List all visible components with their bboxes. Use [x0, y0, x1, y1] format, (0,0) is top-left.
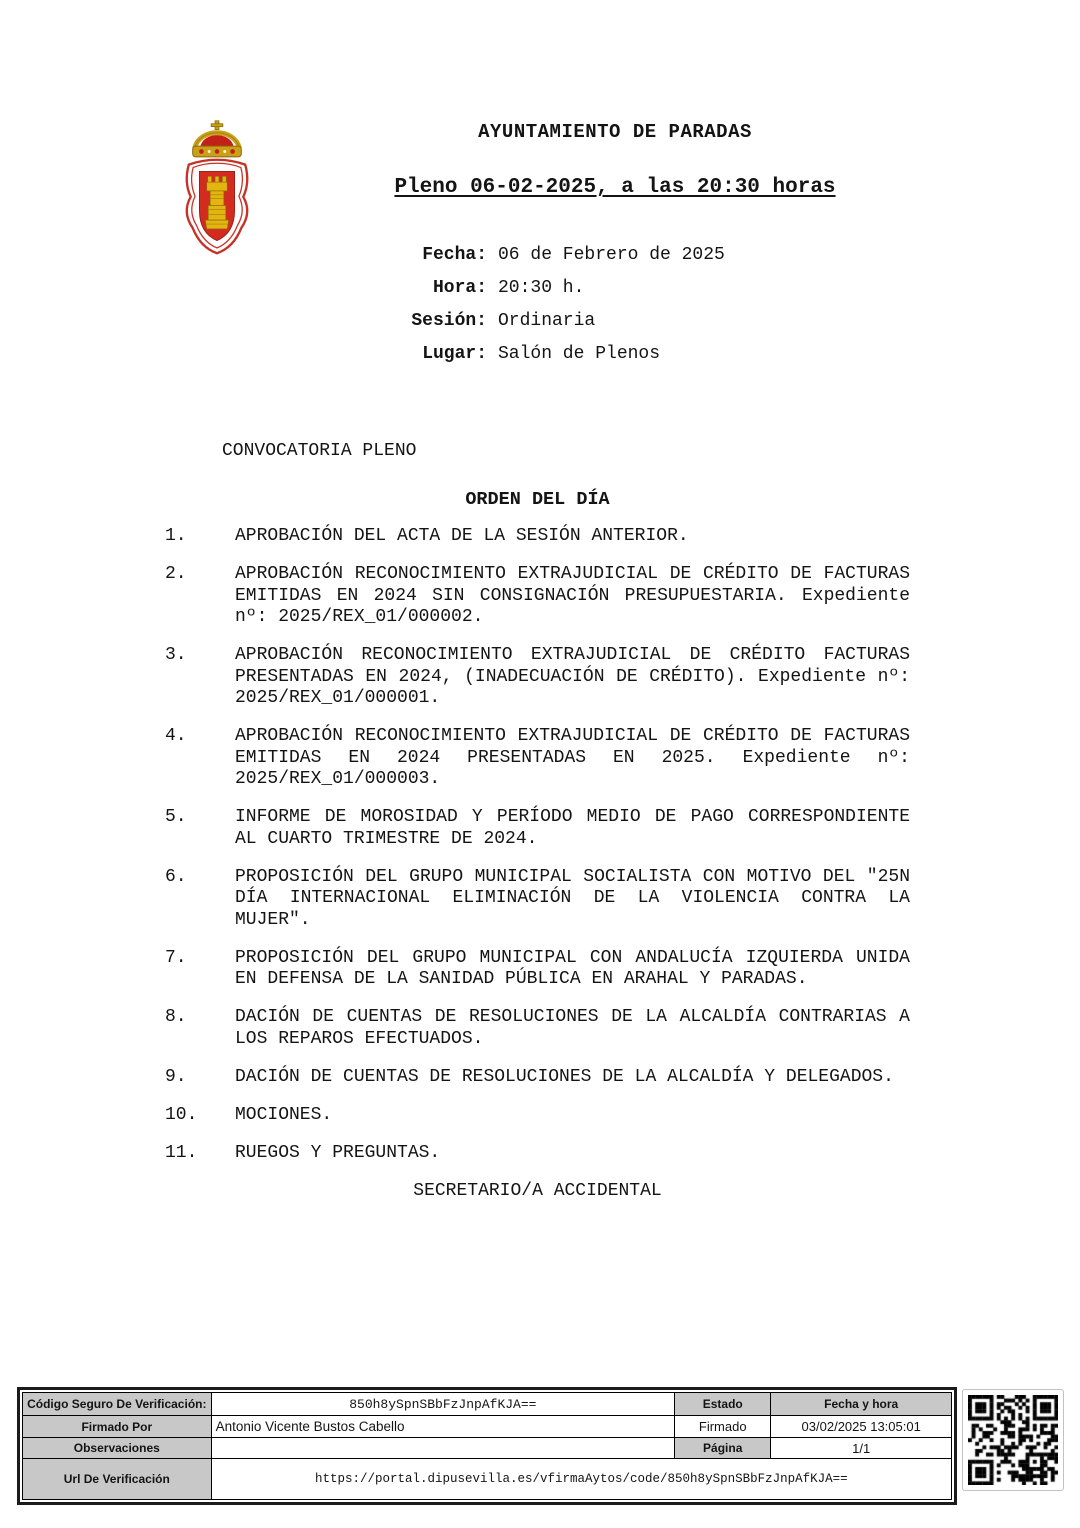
sesion-label: Sesión:	[411, 311, 487, 331]
signature-verification-table	[17, 1387, 957, 1505]
url-verificacion-label: Url De Verificación	[23, 1459, 212, 1500]
agenda-list	[165, 526, 910, 1164]
agenda-item-number: 3.	[165, 645, 187, 665]
agenda-item-text: PROPOSICIÓN DEL GRUPO MUNICIPAL CON ANDALUCÍA IZQUIERDA UNIDA EN DEFENSA DE LA SANIDAD PÚBLICA EN ARAHAL Y PARADAS.	[235, 947, 910, 989]
agenda-item-10	[165, 1105, 910, 1127]
castle-shield	[199, 171, 234, 240]
organization-title: AYUNTAMIENTO DE PARADAS	[478, 121, 752, 143]
document-title: Pleno 06-02-2025, a las 20:30 horas	[394, 176, 836, 199]
observaciones-value	[211, 1438, 674, 1459]
agenda-item-text: INFORME DE MOROSIDAD Y PERÍODO MEDIO DE PAGO CORRESPONDIENTE AL CUARTO TRIMESTRE DE 2024.	[235, 807, 910, 849]
agenda-item-number: 4.	[165, 726, 187, 746]
fecha-hora-value: 03/02/2025 13:05:01	[771, 1416, 952, 1438]
table-row	[23, 1438, 952, 1459]
paradas-coat-of-arms-icon	[180, 119, 254, 257]
lugar-label: Lugar:	[422, 344, 487, 364]
meeting-meta	[300, 244, 725, 376]
crown	[193, 121, 242, 157]
agenda-item-number: 7.	[165, 947, 187, 968]
fecha-value: 06 de Febrero de 2025	[498, 245, 725, 265]
agenda-item-6	[165, 867, 910, 932]
meta-row-sesion	[300, 310, 725, 343]
agenda-item-4	[165, 726, 910, 791]
agenda-item-text: RUEGOS Y PREGUNTAS.	[235, 1142, 441, 1163]
meta-row-fecha	[300, 244, 725, 277]
csv-value: 850h8ySpnSBbFzJnpAfKJA==	[211, 1393, 674, 1416]
agenda-item-text: PROPOSICIÓN DEL GRUPO MUNICIPAL SOCIALISTA CON MOTIVO DEL "25N DÍA INTERNACIONAL ELIMINACIÓN DE LA VIOLENCIA CONTRA LA MUJER".	[235, 866, 910, 930]
agenda-item-text: APROBACIÓN DEL ACTA DE LA SESIÓN ANTERIOR.	[235, 526, 689, 546]
agenda-item-number: 9.	[165, 1066, 187, 1087]
fecha-hora-header: Fecha y hora	[771, 1393, 952, 1416]
document-body	[165, 441, 910, 1202]
convocatoria-heading: CONVOCATORIA PLENO	[222, 441, 417, 461]
estado-header: Estado	[675, 1393, 771, 1416]
agenda-item-text: MOCIONES.	[235, 1104, 333, 1125]
meta-row-hora	[300, 277, 725, 310]
agenda-item-5	[165, 807, 910, 850]
agenda-item-text: APROBACIÓN RECONOCIMIENTO EXTRAJUDICIAL DE CRÉDITO DE FACTURAS EMITIDAS EN 2024 SIN CONSIGNACIÓN PRESUPUESTARIA. Expediente nº: 2025/REX_01/000002.	[235, 564, 910, 627]
firmado-por-value: Antonio Vicente Bustos Cabello	[211, 1416, 674, 1438]
agenda-item-text: DACIÓN DE CUENTAS DE RESOLUCIONES DE LA ALCALDÍA Y DELEGADOS.	[235, 1066, 894, 1087]
agenda-item-number: 11.	[165, 1142, 198, 1163]
meta-row-lugar	[300, 343, 725, 376]
agenda-item-3	[165, 645, 910, 710]
agenda-item-1	[165, 526, 910, 548]
pagina-label: Página	[675, 1438, 771, 1459]
agenda-item-7	[165, 948, 910, 991]
hora-value: 20:30 h.	[498, 278, 585, 298]
qr-code-icon	[968, 1395, 1058, 1485]
agenda-item-number: 10.	[165, 1104, 198, 1125]
agenda-item-text: APROBACIÓN RECONOCIMIENTO EXTRAJUDICIAL DE CRÉDITO DE FACTURAS EMITIDAS EN 2024 PRESENTADAS EN 2025. Expediente nº: 2025/REX_01/000003.	[235, 726, 910, 789]
agenda-item-number: 6.	[165, 866, 187, 887]
agenda-item-2	[165, 564, 910, 629]
fecha-label: Fecha:	[422, 245, 487, 265]
secretario-heading: SECRETARIO/A ACCIDENTAL	[413, 1180, 662, 1201]
agenda-item-number: 8.	[165, 1007, 187, 1027]
agenda-item-text: APROBACIÓN RECONOCIMIENTO EXTRAJUDICIAL DE CRÉDITO FACTURAS PRESENTADAS EN 2024, (INADECUACIÓN DE CRÉDITO). Expediente nº: 2025/REX_01/000001.	[235, 645, 910, 708]
csv-label: Código Seguro De Verificación:	[23, 1393, 212, 1416]
header	[330, 121, 900, 199]
firmado-por-label: Firmado Por	[23, 1416, 212, 1438]
agenda-item-number: 2.	[165, 564, 187, 584]
pagina-value: 1/1	[771, 1438, 952, 1459]
lugar-value: Salón de Plenos	[498, 344, 661, 364]
orden-del-dia-heading: ORDEN DEL DÍA	[465, 488, 610, 510]
agenda-item-9	[165, 1067, 910, 1089]
table-row	[23, 1459, 952, 1500]
agenda-item-number: 5.	[165, 807, 187, 827]
agenda-item-number: 1.	[165, 526, 187, 546]
table-row	[23, 1416, 952, 1438]
agenda-item-8	[165, 1007, 910, 1050]
sesion-value: Ordinaria	[498, 311, 596, 331]
hora-label: Hora:	[432, 278, 487, 298]
agenda-item-text: DACIÓN DE CUENTAS DE RESOLUCIONES DE LA ALCALDÍA CONTRARIAS A LOS REPAROS EFECTUADOS.	[235, 1007, 910, 1049]
url-verificacion-value[interactable]: https://portal.dipusevilla.es/vfirmaAytos/code/850h8ySpnSBbFzJnpAfKJA==	[211, 1459, 951, 1500]
observaciones-label: Observaciones	[23, 1438, 212, 1459]
table-row	[23, 1393, 952, 1416]
agenda-item-11	[165, 1143, 910, 1165]
verification-qr-code	[962, 1389, 1064, 1491]
estado-value: Firmado	[675, 1416, 771, 1438]
